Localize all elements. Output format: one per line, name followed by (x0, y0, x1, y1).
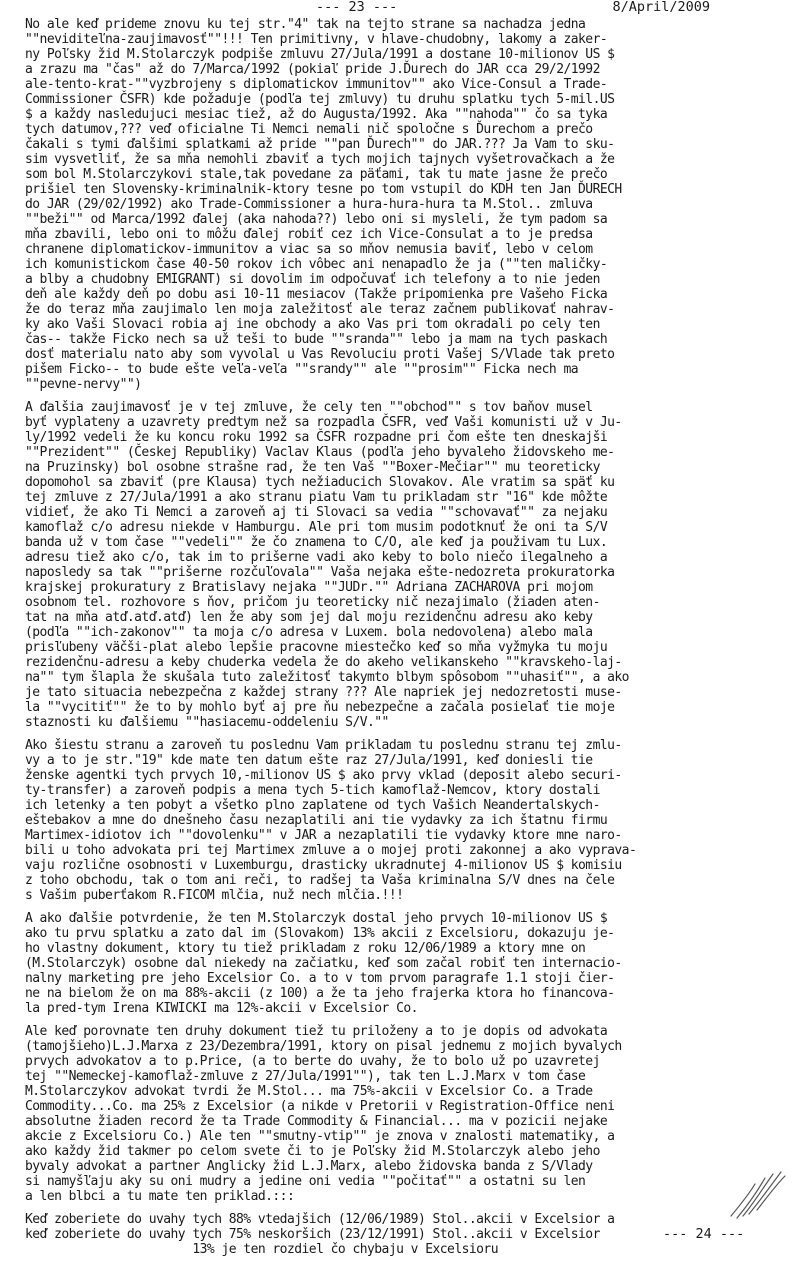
text-line: la ""vycitiť"" že to by mohlo byť aj pre ňu nebezpečne a začala posielať tie moje (25, 700, 615, 715)
text-line: kamoflaž c/o adresu niekde v Hamburgu. Ale pri tom musim podotknuť že oni ta S/V (25, 520, 608, 535)
text-line: a blby a chudobny EMIGRANT) si dovolim im odpočuvať ich telefony a to nie jeden (25, 272, 600, 287)
text-line: No ale keď prideme znovu ku tej str."4" tak na tejto strane sa nachadza jedna (25, 17, 586, 32)
next-page-marker: --- 24 --- (663, 1226, 745, 1242)
text-line: keď zoberiete do uvahy tych 75% neskoršich (23/12/1991) Stol..akcii v Excelsior (25, 1227, 600, 1242)
text-line: (tamojšieho)L.J.Marxa z 23/Dezembra/1991, ktory on pisal jednemu z mojich byvalych (25, 1039, 622, 1054)
letter-body (25, 17, 780, 1265)
text-line: byť vyplateny a uzavrety predtym než sa rozpadla ČSFR, veď Vaši komunisti už v Ju- (25, 415, 622, 430)
text-line: prišiel ten Slovensky-kriminalnik-ktory tesne po tom vstupil do KDH ten Jan ĎURECH (25, 182, 622, 197)
paragraph (25, 911, 780, 1016)
text-line: eštebakov a mne do dnešneho času nezaplatili ani tie vydavky za ich štatnu firmu (25, 813, 608, 828)
text-line: Commodity...Co. ma 25% z Excelsior (a nikde v Pretorii v Registration-Office neni (25, 1099, 615, 1114)
text-line: že do teraz mňa zaujimalo len moja zaležitosť ale teraz začnem publikovať nahrav- (25, 302, 615, 317)
text-line: ""neviditeľna-zaujimavosť""!!! Ten primitivny, v hlave-chudobny, lakomy a zaker- (25, 32, 608, 47)
text-line: ""pevne-nervy"") (25, 377, 142, 392)
text-line: prvych advokatov a to p.Price, (a to berte do uvahy, že to bolo už po uzavretej (25, 1054, 600, 1069)
text-line: osobnom tel. rozhovore s ňov, pričom ju teoreticky nič nezajimalo (žiaden aten- (25, 595, 600, 610)
text-line: bili u toho advokata pri tej Martimex zmluve a o mojej proti zakonnej a ako vyprava- (25, 843, 637, 858)
text-line: čakali s tymi ďalšimi splatkami až pride ""pan Ďurech"" do JAR.??? Ja Vam to sku- (25, 137, 615, 152)
page-number-marker: --- 23 --- (316, 0, 398, 15)
text-line: ny Poľsky žid M.Stolarczyk podpiše zmluvu 27/Jula/1991 a dostane 10-milionov US $ (25, 47, 615, 62)
text-line: čas-- takže Ficko nech sa už teši to bude ""sranda"" lebo ja mam na tych paskach (25, 332, 608, 347)
text-line: pišem Ficko-- to bude ešte veľa-veľa ""srandy"" ale ""prosim"" Ficka nech ma (25, 362, 579, 377)
text-line: ne na bielom že on ma 88%-akcii (z 100) a že ta jeho frajerka ktora ho financova- (25, 986, 615, 1001)
text-line: dosť materialu nato aby som vyvolal u Vas Revoluciu proti Vašej S/Vlade tak preto (25, 347, 615, 362)
text-line: si namyšľaju aky su oni mudry a jedine oni vedia ""počitať"" a ostatni su len (25, 1174, 586, 1189)
text-line: Ale keď porovnate ten druhy dokument tiež tu priloženy a to je dopis od advokata (25, 1024, 608, 1039)
text-line: tych datumov,??? veď oficialne Ti Nemci nemali nič spoločne s Ďurechom a prečo (25, 122, 593, 137)
text-line: z toho obchodu, tak o tom ani reči, to radšej ta Vaša kriminalna S/V dnes na čele (25, 873, 615, 888)
text-line: ako každy žid takmer po celom svete či to je Poľsky žid M.Stolarczyk alebo jeho (25, 1144, 600, 1159)
text-line: akcie z Excelsioru Co.) Ale ten ""smutny-vtip"" je znova v znalosti matematiky, a (25, 1129, 615, 1144)
text-line: ženske agentki tych prvych 10,-milionov US $ ako prvy vklad (deposit alebo securi- (25, 768, 622, 783)
text-line: la pred-tym Irena KIWICKI ma 12%-akcii v Excelsior Co. (25, 1001, 418, 1016)
text-line: tat na mňa atď.atď.atď) len že aby som jej dal moju rezidenčnu adresu ako keby (25, 610, 593, 625)
text-line: byvaly advokat a partner Anglicky žid L.J.Marx, alebo židovska banda z S/Vlady (25, 1159, 593, 1174)
text-line: ako tu prvu splatku a zato dal im (Slovakom) 13% akcii z Excelsioru, dokazuju je- (25, 926, 615, 941)
text-line: Keď zoberiete do uvahy tych 88% vtedajšich (12/06/1989) Stol..akcii v Excelsior a (25, 1212, 615, 1227)
text-line: nalny marketing pre jeho Excelsior Co. a to v tom prvom paragrafe 1.1 stoji čier- (25, 971, 615, 986)
page-header (0, 0, 800, 16)
text-line: ""beži"" od Marca/1992 ďalej (aka nahoda??) lebo oni si mysleli, že tym padom sa (25, 212, 608, 227)
text-line: staznosti ku ďalšiemu ""hasiacemu-oddeleniu S/V."" (25, 715, 389, 730)
text-line: s Vašim puberťakom R.FICOM mlčia, nuž nech mlčia.!!! (25, 888, 404, 903)
text-line: $ a každy nasledujuci mesiac tiež, až do Augusta/1992. Aka ""nahoda"" čo sa tyka (25, 107, 608, 122)
text-line: ky ako Vaši Slovaci robia aj ine obchody a ako Vas pri tom okradali po cely ten (25, 317, 600, 332)
text-line: rezidenčnu-adresu a keby chuderka vedela že do akeho velikanskeho ""kravskeho-laj- (25, 655, 622, 670)
text-line: Commissioner ČSFR) kde požaduje (podľa tej zmluvy) tu druhu splatku tych 5-mil.US (25, 92, 615, 107)
paragraph (25, 1024, 780, 1204)
text-line: A ako ďalšie potvrdenie, že ten M.Stolarczyk dostal jeho prvych 10-milionov US $ (25, 911, 608, 926)
paragraph (25, 17, 780, 392)
text-line: banda už v tom čase ""vedeli"" že čo znamena to C/O, ale keď ja použivam tu Lux. (25, 535, 608, 550)
text-line: A ďalšia zaujimavosť je v tej zmluve, že cely ten ""obchod"" s tov baňov musel (25, 400, 593, 415)
text-line: vaju rozlične osobnosti v Luxemburgu, drasticky ukradnutej 4-milionov US $ komisiu (25, 858, 622, 873)
text-line: absolutne žiaden record že ta Trade Commodity & Financial... ma v pozicii nejake (25, 1114, 608, 1129)
letter-date: 8/April/2009 (612, 0, 710, 15)
text-line: Martimex-idiotov ich ""dovolenku"" v JAR a nezaplatili tie vydavky ktore mne naro- (25, 828, 622, 843)
text-line: na Pruzinsky) bol osobne strašne rad, že ten Vaš ""Boxer-Mečiar"" mu teoreticky (25, 460, 600, 475)
text-line: tej zmluve z 27/Jula/1991 a ako stranu piatu Vam tu prikladam str "16" kde môžte (25, 490, 608, 505)
text-line: (podľa ""ich-zakonov"" ta moja c/o adresa v Luxem. bola nedovolena) alebo mala (25, 625, 593, 640)
text-line: ""Prezident"" (Českej Republiky) Vaclav Klaus (podľa jeho byvaleho židovskeho me- (25, 445, 615, 460)
text-line: 13% je ten rozdiel čo chybaju v Excelsioru (25, 1242, 498, 1257)
paragraph (25, 738, 780, 903)
text-line: chranene diplomatickov-immunitov a viac sa so mňov nemusia baviť, lebo v celom (25, 242, 593, 257)
text-line: na"" tym šlapla že skušala tuto zaležitosť takymto blbym spôsobom ""uhasiť"", a ako (25, 670, 629, 685)
text-line: prisľubeny väčši-plat alebo lepšie pracovne miestečko keď so mňa vyžmyka tu moju (25, 640, 608, 655)
text-line: ly/1992 vedeli že ku koncu roku 1992 sa ČSFR rozpadne pri čom ešte ten dneskajši (25, 430, 608, 445)
text-line: ich letenky a ten pobyt a všetko plno zaplatene od tych Vašich Neandertalskych- (25, 798, 600, 813)
text-line: ale-tento-krat-""vyzbrojeny s diplomatickov immunitov"" ako Vice-Consul a Trade- (25, 77, 608, 92)
text-line: ty-transfer) a zaroveň podpis a mena tych 5-tich kamoflaž-Nemcov, ktory dostali (25, 783, 600, 798)
text-line: je tato situacia nebezpečna z každej strany ??? Ale napriek jej nedozretosti muse- (25, 685, 622, 700)
text-line: vy a to je str."19" kde mate ten datum ešte raz 27/Jula/1991, keď doniesli tie (25, 753, 593, 768)
text-line: ich komunistickom čase 40-50 rokov ich vôbec ani nenapadlo že ja (""ten maličky- (25, 257, 608, 272)
text-line: vidieť, že ako Ti Nemci a zaroveň aj ti Slovaci sa vedia ""schovavať"" za nejaku (25, 505, 608, 520)
text-line: mňa zbavili, lebo oni to môžu ďalej robiť cez ich Vice-Consulat a to je predsa (25, 227, 593, 242)
text-line: deň ale každy deň po dobu asi 10-11 mesiacov (Takže pripomienka pre Vašeho Ficka (25, 287, 608, 302)
text-line: naposledy sa tak ""prišerne rozčuľovala"" Vaša nejaka ešte-nedozreta prokuratorka (25, 565, 615, 580)
text-line: som bol M.Stolarczykovi stale,tak povedane za päťami, tak tu mate jasne že prečo (25, 167, 608, 182)
handwritten-signature-icon (727, 1166, 787, 1220)
text-line: adresu tiež ako c/o, tak im to prišerne vadi ako keby to bolo niečo ilegalneho a (25, 550, 608, 565)
text-line: tej ""Nemeckej-kamoflaž-zmluve z 27/Jula/1991""), tak ten L.J.Marx v tom čase (25, 1069, 586, 1084)
text-line: ho vlastny dokument, ktory tu tiež prikladam z roku 12/06/1989 a ktory mne on (25, 941, 586, 956)
text-line: sim vysvetliť, že sa mňa nemohli zbaviť a tych mojich tajnych vyšetrovačkach a že (25, 152, 615, 167)
text-line: dopomohol sa zbaviť (pre Klausa) tych nežiaducich Slovakov. Ale vratim sa späť ku (25, 475, 615, 490)
text-line: a zrazu ma "čas" až do 7/Marca/1992 (pokiaľ pride J.Ďurech do JAR cca 29/2/1992 (25, 62, 600, 77)
text-line: do JAR (29/02/1992) ako Trade-Commissioner a hura-hura-hura ta M.Stol.. zmluva (25, 197, 593, 212)
text-line: M.Stolarczykov advokat tvrdi že M.Stol... ma 75%-akcii v Excelsior Co. a Trade (25, 1084, 593, 1099)
paragraph (25, 400, 780, 730)
text-line: Ako šiestu stranu a zaroveň tu poslednu Vam prikladam tu poslednu stranu tej zmlu- (25, 738, 622, 753)
text-line: (M.Stolarczyk) osobne dal niekedy na začiatku, keď som začal robiť ten internacio- (25, 956, 622, 971)
text-line: a len blbci a tu mate ten priklad.::: (25, 1189, 295, 1204)
text-line: krajskej prokuratury z Bratislavy nejaka ""JUDr."" Adriana ZACHAROVA pri mojom (25, 580, 593, 595)
